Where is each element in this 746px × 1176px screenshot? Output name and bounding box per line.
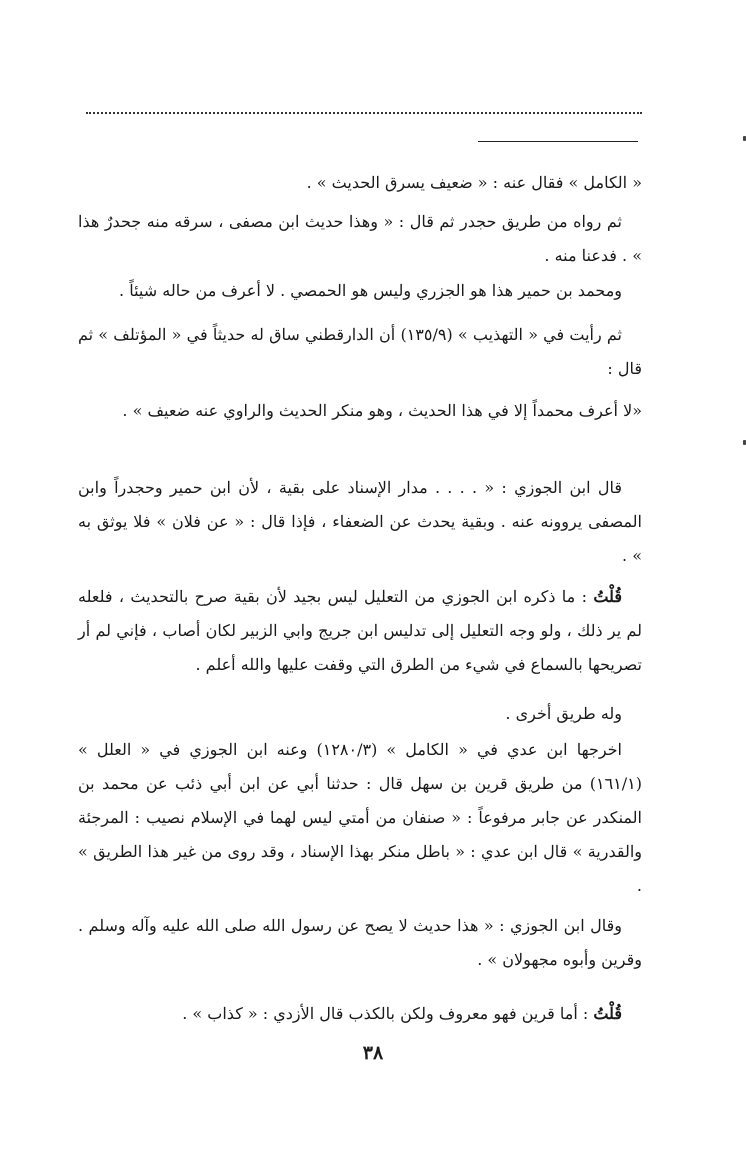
paragraph-10 [78,893,642,993]
paragraph-11-text [78,997,642,1031]
header-dotted-rule [86,112,642,114]
paragraph-5-text: «لا أعرف محمداً إلا في هذا الحديث ، وهو منكر الحديث والراوي عنه ضعيف » . [122,401,642,420]
paragraph-7 [78,564,642,698]
paragraph-6-text: قال ابن الجوزي : « . . . . مدار الإسناد على بقية ، لأن ابن حمير وحجدراً وابن المصفى يروونه عنه . وبقية يحدث عن الضعفاء ، فإذا قال : « عن فلان » فلا يوثق به » . [78,478,642,565]
paragraph-7-text [78,580,642,682]
paragraph-9 [78,717,642,919]
paragraph-7-body: : ما ذكره ابن الجوزي من التعليل ليس بجيد لأن بقية صرح بالتحديث ، فلعله لم ير ذلك ، ولو وجه التعليل إلى تدليس ابن جريج وابي الزبير لكان أصاب ، فإني لم أر تصريحها بالسماع في شيء من الطرق التي وقفت عليها والله أعلم . [78,587,642,674]
qultu-lead: قُلْتُ [593,587,622,606]
separator-rule [478,141,638,142]
paragraph-8-text: وله طريق أخرى . [505,704,622,723]
paragraph-11 [78,981,642,1047]
paragraph-3-text: ومحمد بن حمير هذا هو الجزري وليس هو الحمصي . لا أعرف من حاله شيئاً . [119,281,622,300]
paragraph-11-body: : أما قرين فهو معروف ولكن بالكذب قال الأزدي : « كذاب » . [182,1004,589,1023]
paragraph-10-text: وقال ابن الجوزي : « هذا حديث لا يصح عن رسول الله صلى الله عليه وآله وسلم . وقرين وأبوه مجهولان » . [78,916,642,969]
paragraph-2-text: ثم رواه من طريق حجدر ثم قال : « وهذا حديث ابن مصفى ، سرقه منه جحدرٌ هذا » . فدعنا منه . [78,212,642,265]
paragraph-5 [78,378,642,444]
paragraph-4-text: ثم رأيت في « التهذيب » (١٣٥/٩) أن الدارقطني ساق له حديثاً في « المؤتلف » ثم قال : [78,325,642,378]
paragraph-1-text: « الكامل » فقال عنه : « ضعيف يسرق الحديث » . [306,173,642,192]
paragraph-9-text: اخرجها ابن عدي في « الكامل » (١٢٨٠/٣) وعنه ابن الجوزي في « العلل » (١٦١/١) من طريق قرين بن سهل قال : حدثنا أبي عن ابن أبي ذئب عن محمد بن المنكدر عن جابر مرفوعاً : « صنفان من أمتي ليس لهما في الإسلام نصيب : المرجئة والقدرية » قال ابن عدي : « باطل منكر بهذا الإسناد ، وقد روى من غير هذا الطريق » . [78,740,642,895]
page-number: ٣٨ [362,1042,384,1064]
qultu-lead-2: قُلْتُ [593,1004,622,1023]
